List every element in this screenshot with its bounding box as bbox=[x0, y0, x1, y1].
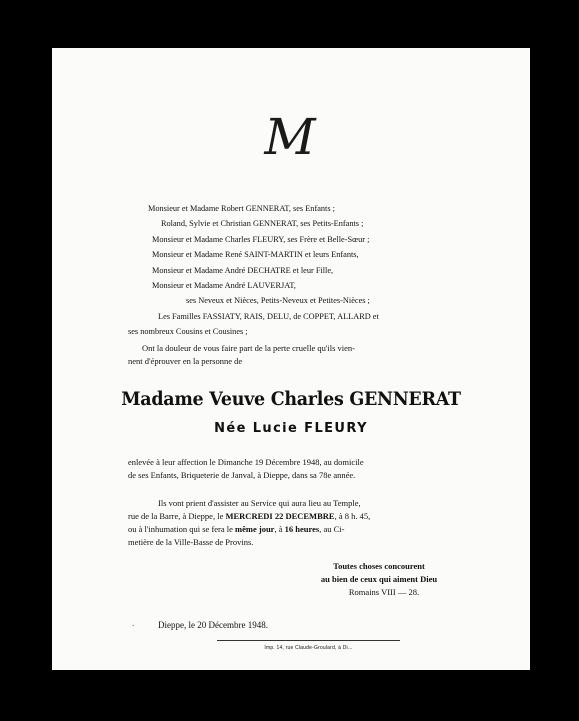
service-line: metière de la Ville-Basse de Provins. bbox=[128, 537, 254, 547]
mourner-line: ses nombreux Cousins et Cousines ; bbox=[128, 327, 248, 337]
service-paragraph bbox=[128, 497, 458, 549]
mourner-line: Monsieur et Madame André DECHATRE et leur Fille, bbox=[152, 265, 334, 275]
quote-reference: Romains VIII — 28. bbox=[348, 587, 420, 597]
mourners-list bbox=[122, 201, 457, 340]
mourner-line: Monsieur et Madame René SAINT-MARTIN et leurs Enfants, bbox=[152, 250, 359, 260]
footer-rule bbox=[217, 640, 400, 641]
maiden-name: Née Lucie FLEURY bbox=[214, 421, 368, 436]
passing-line: enlevée à leur affection le Dimanche 19 Décembre 1948, au domicile bbox=[128, 457, 364, 467]
mourner-line: Monsieur et Madame André LAUVERJAT, bbox=[152, 281, 296, 291]
mourner-line: Les Familles FASSIATY, RAIS, DELU, de COPPET, ALLARD et bbox=[158, 311, 379, 321]
death-notice-card bbox=[52, 48, 530, 670]
service-text: , à bbox=[274, 524, 285, 534]
passing-paragraph bbox=[128, 456, 458, 482]
service-line bbox=[128, 523, 458, 536]
passing-line: de ses Enfants, Briqueterie de Janval, à Dieppe, dans sa 78e année. bbox=[128, 470, 356, 480]
place-date: Dieppe, le 20 Décembre 1948. bbox=[158, 620, 268, 630]
margin-mark: · bbox=[132, 622, 135, 630]
service-line bbox=[128, 510, 458, 523]
burial-day: même jour bbox=[235, 524, 275, 534]
burial-time: 16 heures bbox=[284, 524, 320, 534]
grief-announcement bbox=[128, 342, 458, 368]
service-date: MERCREDI 22 DECEMBRE bbox=[225, 511, 335, 521]
monogram: M bbox=[264, 108, 318, 166]
mourner-line: ses Neveux et Nièces, Petits-Neveux et Petites-Nièces ; bbox=[186, 296, 370, 306]
mourner-line: Monsieur et Madame Robert GENNERAT, ses Enfants ; bbox=[148, 204, 335, 213]
quote-line: Toutes choses concourent bbox=[333, 561, 425, 571]
service-text: ou à l'inhumation qui se fera le bbox=[128, 524, 236, 534]
mourner-line: Roland, Sylvie et Christian GENNERAT, ses Petits-Enfants ; bbox=[161, 219, 364, 229]
scripture-quote bbox=[299, 560, 459, 599]
deceased-name: Madame Veuve Charles GENNERAT bbox=[121, 388, 461, 410]
mourner-line: Monsieur et Madame Charles FLEURY, ses Frère et Belle-Sœur ; bbox=[152, 234, 370, 244]
grief-line: Ont la douleur de vous faire part de la perte cruelle qu'ils vien- bbox=[142, 343, 356, 353]
service-time: , à 8 h. 45, bbox=[334, 511, 371, 521]
service-text: rue de la Barre, à Dieppe, le bbox=[128, 511, 226, 521]
service-line: Ils vont prient d'assister au Service qui aura lieu au Temple, bbox=[158, 498, 361, 508]
quote-line: au bien de ceux qui aiment Dieu bbox=[320, 574, 438, 584]
service-text: , au Ci- bbox=[319, 524, 345, 534]
printer-imprint: Imp. 14, rue Claude-Groulard, à Di... bbox=[264, 645, 353, 651]
grief-line: nent d'éprouver en la personne de bbox=[128, 356, 243, 366]
